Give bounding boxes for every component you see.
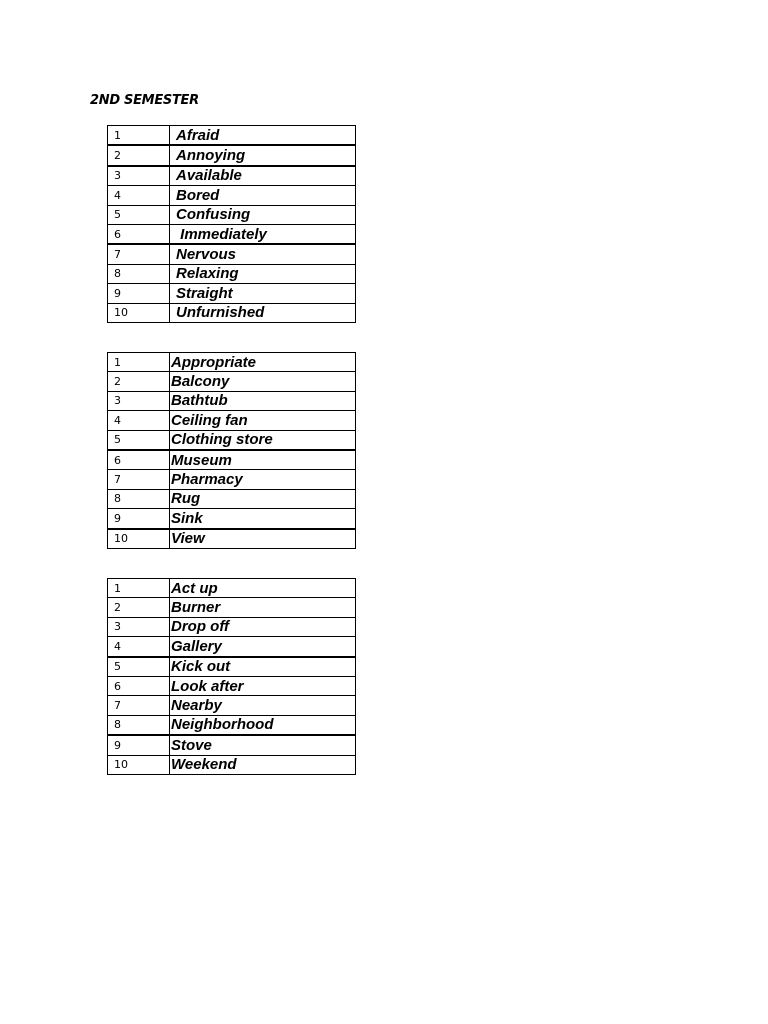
row-number: 8	[108, 715, 170, 735]
table-row	[108, 264, 356, 283]
row-number: 10	[108, 303, 170, 322]
table-row	[108, 735, 356, 755]
page-title: 2ND SEMESTER	[90, 93, 199, 108]
table-row	[108, 145, 356, 165]
vocab-word: Ceiling fan	[170, 411, 356, 430]
vocab-word: Gallery	[170, 637, 356, 657]
table-row	[108, 470, 356, 489]
vocab-word: Relaxing	[170, 264, 356, 283]
table-row	[108, 224, 356, 244]
table-row	[108, 579, 356, 598]
table-row	[108, 676, 356, 695]
row-number: 7	[108, 696, 170, 715]
vocab-word: Immediately	[170, 224, 356, 244]
row-number: 6	[108, 676, 170, 695]
vocab-word: Bathtub	[170, 391, 356, 410]
vocab-word: Kick out	[170, 657, 356, 677]
row-number: 9	[108, 509, 170, 529]
table-row	[108, 509, 356, 529]
row-number: 5	[108, 205, 170, 224]
table-row	[108, 696, 356, 715]
vocab-table-2	[107, 352, 356, 549]
row-number: 4	[108, 186, 170, 205]
table-row	[108, 372, 356, 391]
vocab-word: Straight	[170, 284, 356, 303]
table-row	[108, 637, 356, 657]
row-number: 3	[108, 166, 170, 186]
vocab-word: Balcony	[170, 372, 356, 391]
vocab-table-1	[107, 125, 356, 323]
table-row	[108, 598, 356, 617]
vocab-word: Sink	[170, 509, 356, 529]
row-number: 2	[108, 598, 170, 617]
vocab-word: Available	[170, 166, 356, 186]
row-number: 10	[108, 529, 170, 549]
row-number: 4	[108, 411, 170, 430]
vocab-word: Nervous	[170, 244, 356, 264]
row-number: 7	[108, 244, 170, 264]
table-row	[108, 244, 356, 264]
table-row	[108, 166, 356, 186]
vocab-table-3	[107, 578, 356, 775]
vocab-word: Rug	[170, 489, 356, 508]
row-number: 2	[108, 145, 170, 165]
table-row	[108, 353, 356, 372]
table-row	[108, 617, 356, 636]
vocab-word: Weekend	[170, 755, 356, 774]
table-row	[108, 205, 356, 224]
row-number: 7	[108, 470, 170, 489]
row-number: 10	[108, 755, 170, 774]
table-row	[108, 411, 356, 430]
vocab-word: Annoying	[170, 145, 356, 165]
vocab-word: Afraid	[170, 126, 356, 146]
vocab-word: Neighborhood	[170, 715, 356, 735]
table-row	[108, 186, 356, 205]
vocab-word: Nearby	[170, 696, 356, 715]
row-number: 8	[108, 264, 170, 283]
row-number: 6	[108, 224, 170, 244]
table-row	[108, 715, 356, 735]
table-row	[108, 391, 356, 410]
table-row	[108, 450, 356, 470]
table-row	[108, 657, 356, 677]
vocab-word: Museum	[170, 450, 356, 470]
vocab-word: Drop off	[170, 617, 356, 636]
vocab-word: Clothing store	[170, 430, 356, 450]
vocab-word: Burner	[170, 598, 356, 617]
row-number: 9	[108, 735, 170, 755]
vocab-word: Pharmacy	[170, 470, 356, 489]
vocab-word: Bored	[170, 186, 356, 205]
vocab-word: View	[170, 529, 356, 549]
row-number: 1	[108, 126, 170, 146]
row-number: 2	[108, 372, 170, 391]
vocab-word: Appropriate	[170, 353, 356, 372]
row-number: 8	[108, 489, 170, 508]
row-number: 4	[108, 637, 170, 657]
table-row	[108, 430, 356, 450]
row-number: 1	[108, 579, 170, 598]
table-row	[108, 126, 356, 146]
row-number: 5	[108, 430, 170, 450]
vocab-word: Confusing	[170, 205, 356, 224]
table-row	[108, 303, 356, 322]
table-row	[108, 529, 356, 549]
row-number: 6	[108, 450, 170, 470]
vocab-word: Unfurnished	[170, 303, 356, 322]
row-number: 3	[108, 391, 170, 410]
table-row	[108, 489, 356, 508]
row-number: 9	[108, 284, 170, 303]
vocab-word: Look after	[170, 676, 356, 695]
row-number: 3	[108, 617, 170, 636]
table-row	[108, 755, 356, 774]
vocab-word: Act up	[170, 579, 356, 598]
row-number: 1	[108, 353, 170, 372]
vocab-word: Stove	[170, 735, 356, 755]
row-number: 5	[108, 657, 170, 677]
table-row	[108, 284, 356, 303]
